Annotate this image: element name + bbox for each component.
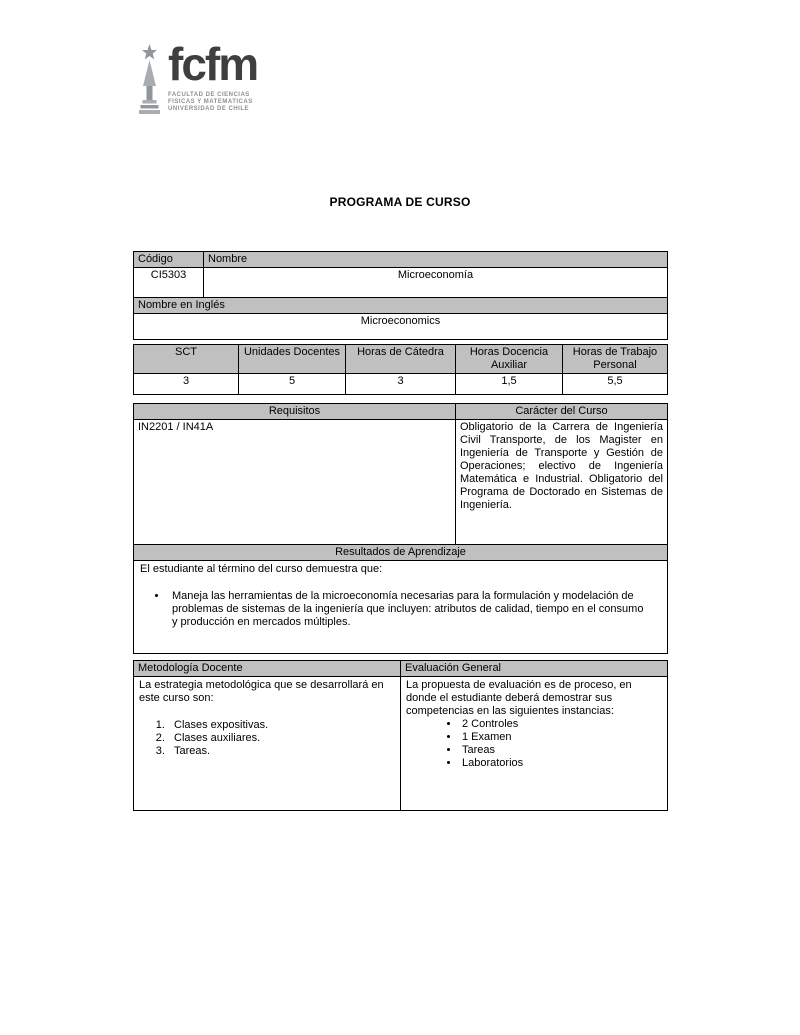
metodologia-docente-header-cell: Metodología Docente [134, 661, 401, 677]
nombre-ingles-header-cell: Nombre en Inglés [134, 298, 668, 314]
evaluacion-list-item: • Tareas [460, 744, 663, 757]
requisitos-value-cell: IN2201 / IN41A [134, 420, 456, 545]
unidades-docentes-value-cell: 5 [239, 374, 346, 395]
course-identification-table [133, 251, 668, 340]
resultados-bullet-item: • Maneja las herramientas de la microeconomía necesarias para la formulación y modelación de problemas de sistemas de la ingeniería que incluyen: atributos de calidad, tiempo en el consumo y producción en mercados múltiples. [168, 590, 651, 629]
logo-subtext-line: UNIVERSIDAD DE CHILE [168, 106, 250, 112]
metodologia-list-item: 2. Clases auxiliares. [168, 732, 396, 745]
document-title: PROGRAMA DE CURSO [329, 195, 471, 209]
requisitos-header-cell: Requisitos [134, 404, 456, 420]
evaluacion-list-item: • 2 Controles [460, 718, 663, 731]
caracter-curso-header-cell: Carácter del Curso [456, 404, 668, 420]
metodologia-list-item: 1. Clases expositivas. [168, 719, 396, 732]
metodologia-list-item: 3. Tareas. [168, 745, 396, 758]
horas-docencia-auxiliar-header-cell: Horas Docencia Auxiliar [456, 345, 563, 374]
fcfm-logo [136, 38, 258, 120]
resultados-intro-text: El estudiante al término del curso demuestra que: [140, 563, 383, 575]
evaluacion-bullet-list [460, 718, 663, 770]
codigo-header-cell: Código [134, 252, 204, 268]
metodologia-intro-text: La estrategia metodológica que se desarrollará en este curso son: [139, 679, 384, 704]
logo-text-block [168, 38, 258, 120]
hours-table [133, 344, 668, 395]
resultados-aprendizaje-header-cell: Resultados de Aprendizaje [134, 545, 668, 561]
sct-header-cell: SCT [134, 345, 239, 374]
logo-subtext-line: FACULTAD DE CIENCIAS [168, 92, 250, 98]
resultados-bullet-list [168, 590, 663, 629]
horas-trabajo-personal-value-cell: 5,5 [563, 374, 668, 395]
requisites-outcomes-table [133, 403, 668, 654]
fcfm-wordmark: fcfm [168, 38, 258, 90]
evaluacion-list-item: • 1 Examen [460, 731, 663, 744]
evaluacion-intro-text: La propuesta de evaluación es de proceso, en donde el estudiante deberá demostrar sus competencias en las siguientes instancias: [406, 679, 632, 717]
nombre-ingles-value-cell: Microeconomics [134, 314, 668, 340]
methodology-evaluation-table [133, 660, 668, 811]
evaluacion-general-header-cell: Evaluación General [401, 661, 668, 677]
caracter-curso-value-cell: Obligatorio de la Carrera de Ingeniería Civil Transporte, de los Magister en Ingeniería de Transporte y Gestión de Operaciones; electivo de Ingeniería Matemática e Industrial. Obligatorio del Programa de Doctorado en Sistemas de Ingeniería. [456, 420, 668, 545]
logo-subtext-line: FISICAS Y MATEMATICAS [168, 99, 253, 105]
sct-value-cell: 3 [134, 374, 239, 395]
horas-catedra-header-cell: Horas de Cátedra [346, 345, 456, 374]
nombre-value-cell: Microeconomía [204, 268, 668, 298]
unidades-docentes-header-cell: Unidades Docentes [239, 345, 346, 374]
nombre-header-cell: Nombre [204, 252, 668, 268]
metodologia-content-cell [134, 677, 401, 811]
codigo-value-cell: CI5303 [134, 268, 204, 298]
horas-catedra-value-cell: 3 [346, 374, 456, 395]
evaluacion-list-item: • Laboratorios [460, 757, 663, 770]
evaluacion-content-cell [401, 677, 668, 811]
resultados-aprendizaje-content-cell [134, 561, 668, 654]
horas-docencia-auxiliar-value-cell: 1,5 [456, 374, 563, 395]
logo-subtext [168, 92, 257, 113]
university-seal-icon [136, 42, 163, 120]
horas-trabajo-personal-header-cell: Horas de Trabajo Personal [563, 345, 668, 374]
course-program-tables [133, 251, 668, 811]
metodologia-numbered-list [168, 719, 396, 758]
